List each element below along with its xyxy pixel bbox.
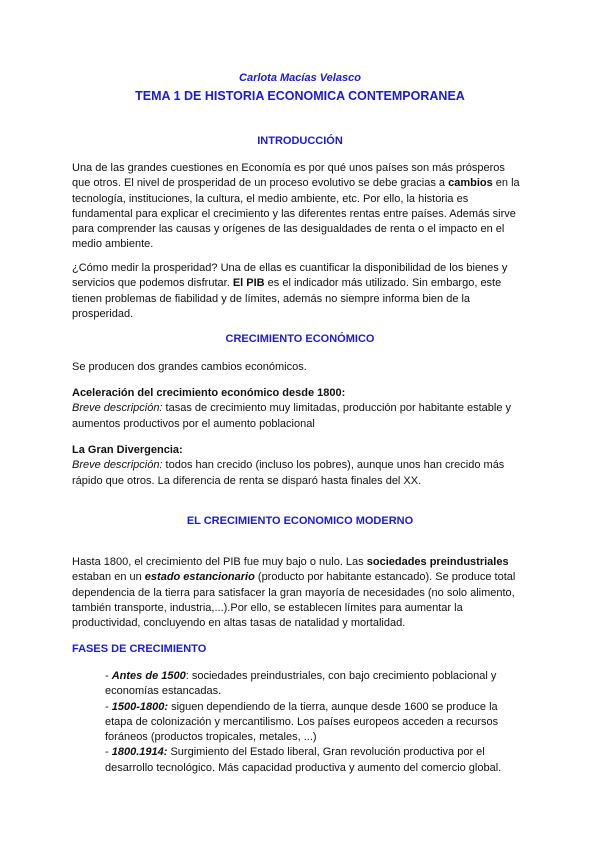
- list-item-text: : sociedades preindustriales, con bajo crecimiento poblacional y economías estancadas.: [105, 670, 497, 698]
- list-dash: -: [105, 700, 112, 713]
- modern-text-c: estaban en un: [72, 571, 145, 584]
- growth-item-2-label: Breve descripción:: [72, 459, 163, 472]
- list-item-label: 1500-1800:: [111, 700, 169, 713]
- growth-item-2-desc: [72, 458, 522, 489]
- growth-item-1-desc: [72, 401, 522, 432]
- intro-p1-text-end: en la tecnología, instituciones, la cultura, el medio ambiente, etc. Por ello, la historia es fundamental para explicar el crecimiento y las diferentes rentas entre países. Además sirve para comprender las causas y orígenes de las desigualdades de renta o el impacto en el medio ambiente.: [72, 177, 520, 251]
- list-item-text: Surgimiento del Estado liberal, Gran revolución productiva por el desarrollo tecnológico. Más capacidad productiva y aumento del comercio global.: [105, 746, 502, 774]
- document-title: TEMA 1 DE HISTORIA ECONOMICA CONTEMPORANEA: [135, 89, 465, 103]
- growth-item-1-title: Aceleración del crecimiento económico desde 1800:: [72, 387, 346, 399]
- modern-text-e: (producto por habitante estancado). Se produce total dependencia de la tierra para satisfacer la gran mayoría de necesidades (no solo alimento, también transporte, industria,...).Por ello, se establecen límites para aumentar la productividad, concluyendo en altas tasas de natalidad y mortalidad.: [72, 571, 516, 630]
- growth-item-1-text: tasas de crecimiento muy limitadas, producción por habitante estable y aumentos productivos por el aumento poblacional: [72, 402, 512, 430]
- growth-item-1-label: Breve descripción:: [72, 402, 163, 415]
- intro-paragraph-1: [72, 161, 522, 253]
- list-item: [105, 669, 520, 700]
- list-item-label: Antes de 1500: [111, 670, 186, 682]
- intro-p1-bold: cambios: [448, 177, 493, 190]
- section-heading-moderno: EL CRECIMIENTO ECONOMICO MODERNO: [186, 515, 414, 527]
- modern-paragraph: [72, 555, 522, 631]
- section-heading-introduccion: INTRODUCCIÓN: [257, 135, 343, 147]
- author-name: Carlota Macías Velasco: [239, 72, 361, 84]
- list-item-label: 1800.1914:: [111, 746, 168, 759]
- phases-list: [105, 669, 520, 776]
- list-dash: -: [105, 746, 112, 759]
- intro-p2-text: ¿Cómo medir la prosperidad? Una de ellas es cuantificar la disponibilidad de los bienes y servicios que podemos disfrutar.: [72, 262, 508, 290]
- modern-text-a: Hasta 1800, el crecimiento del PIB fue muy bajo o nulo. Las: [72, 556, 367, 568]
- growth-item-2-text: todos han crecido (incluso los pobres), aunque unos han crecido más rápido que otros. La diferencia de renta se disparó hasta finales del XX.: [72, 459, 505, 487]
- growth-item-1: [72, 386, 522, 432]
- growth-item-2: [72, 443, 522, 489]
- intro-p1-text: Una de las grandes cuestiones en Economía es por qué unos países son más prósperos que otros. El nivel de prosperidad de un proceso evolutivo se debe gracias a: [72, 162, 505, 190]
- list-dash: -: [105, 670, 112, 682]
- section-heading-fases: FASES DE CRECIMIENTO: [72, 643, 207, 655]
- list-item-text: siguen dependiendo de la tierra, aunque desde 1600 se produce la etapa de colonización y mercantilismo. Los países europeos acceden a recursos foráneos (productos tropicales, metales, ...): [105, 700, 499, 744]
- growth-item-2-title: La Gran Divergencia:: [72, 444, 183, 456]
- list-item: [105, 700, 520, 746]
- section-heading-crecimiento: CRECIMIENTO ECONÓMICO: [225, 333, 375, 345]
- modern-bolditalic-d: estado estancionario: [144, 571, 255, 584]
- growth-intro: Se producen dos grandes cambios económicos.: [72, 361, 307, 373]
- intro-p2-bold: El PIB: [232, 277, 265, 290]
- list-item: [105, 745, 520, 776]
- intro-p2-text-end: es el indicador más utilizado. Sin embargo, este tienen problemas de fiabilidad y de límites, además no siempre informa bien de la prosperidad.: [72, 277, 502, 320]
- modern-bold-b: sociedades preindustriales: [366, 556, 509, 568]
- intro-paragraph-2: [72, 261, 522, 322]
